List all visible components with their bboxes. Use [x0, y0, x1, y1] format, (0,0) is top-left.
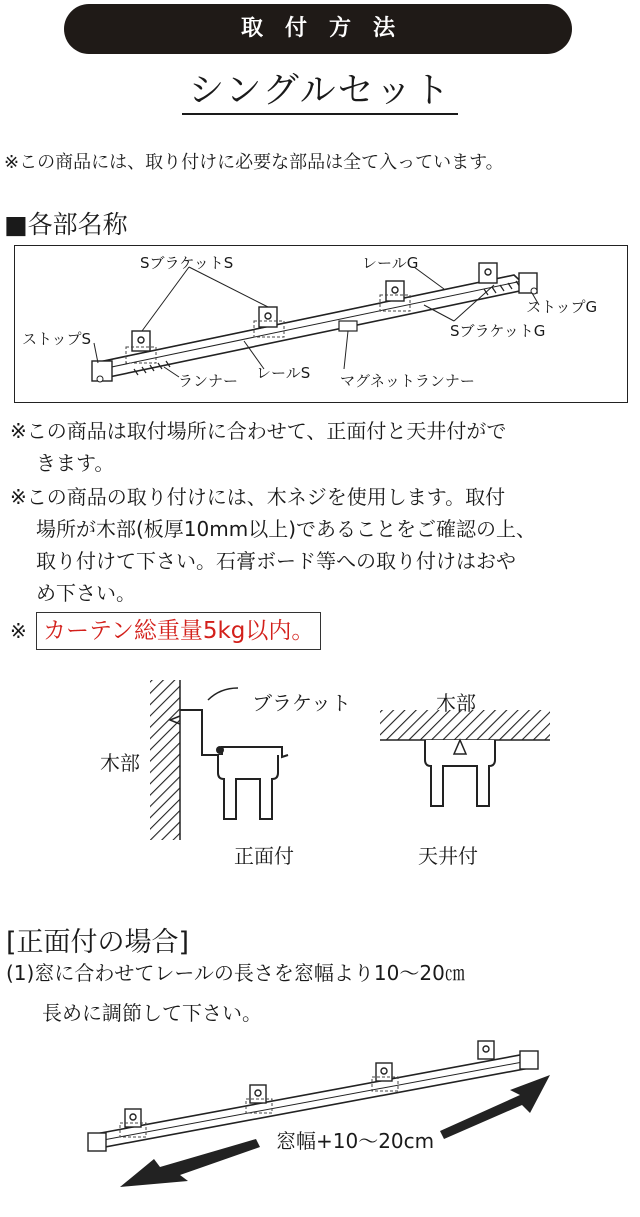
page-subtitle: [0, 62, 640, 113]
label-rail-s: レールS: [256, 364, 311, 382]
label-stop-s: ストップS: [22, 330, 92, 348]
label-magnet-runner: マグネットランナー: [340, 372, 475, 390]
note-all-parts: ※この商品には、取り付けに必要な部品は全て入っています。: [4, 152, 504, 173]
caption-ceiling-mount: 天井付: [418, 844, 478, 868]
note-weight-mark: ※: [10, 619, 27, 643]
label-bracket: ブラケット: [252, 691, 351, 715]
label-stop-g: ストップG: [526, 298, 598, 316]
note-screw-line3: 取り付けて下さい。石膏ボード等への取り付けはおや: [36, 549, 516, 573]
note-screw-line4: め下さい。: [36, 581, 136, 605]
label-rail-g: レールG: [362, 254, 419, 272]
label-s-bracket-g: SブラケットG: [450, 322, 546, 340]
front-mount-heading: [正面付の場合]: [6, 927, 190, 958]
note-mount-line1: ※この商品は取付場所に合わせて、正面付と天井付がで: [10, 419, 507, 443]
note-mount-line2: きます。: [36, 451, 115, 475]
label-wood-front: 木部: [100, 751, 140, 775]
caption-front-mount: 正面付: [234, 844, 294, 868]
weight-warning-box: カーテン総重量5kg以内。: [36, 612, 321, 650]
note-screw-line2: 場所が木部(板厚10mm以上)であることをご確認の上、: [36, 517, 537, 541]
label-runner: ランナー: [178, 372, 239, 390]
note-screw-line1: ※この商品の取り付けには、木ネジを使用します。取付: [10, 485, 506, 509]
header-title-bar: 取付方法: [64, 4, 572, 54]
parts-section-heading: ■各部名称: [4, 210, 128, 239]
label-window-width: 窓幅+10〜20cm: [276, 1129, 435, 1153]
step1-line1: (1)窓に合わせてレールの長さを窓幅より10〜20㎝: [6, 961, 465, 985]
rail-width-illustration: [80, 1035, 560, 1195]
step1-line2: 長めに調節して下さい。: [42, 1001, 262, 1025]
label-s-bracket-s: SブラケットS: [140, 254, 234, 272]
subtitle-text: シングルセット: [182, 70, 457, 115]
label-wood-ceiling: 木部: [436, 691, 476, 715]
